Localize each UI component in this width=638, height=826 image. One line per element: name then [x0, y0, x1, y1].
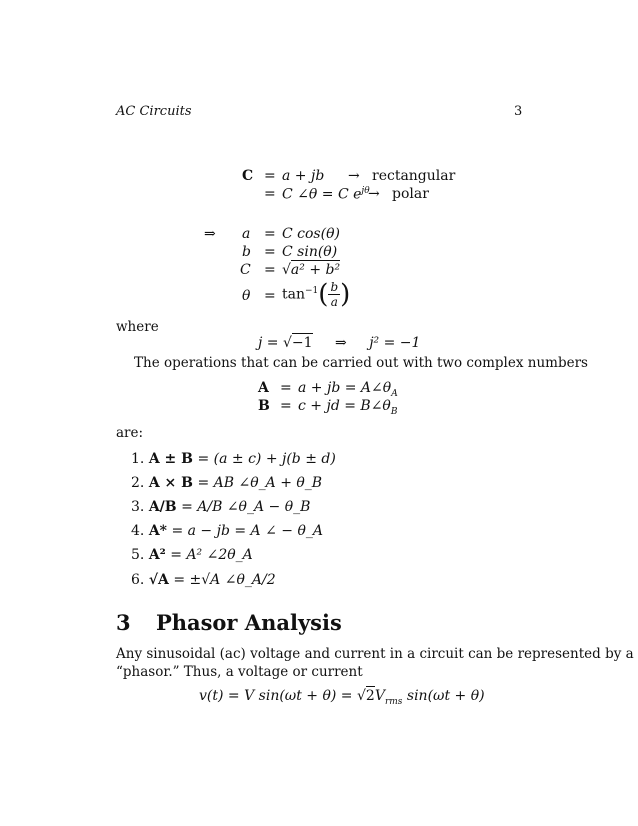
arrow-icon: → [368, 186, 380, 202]
list-expression: = (a ± c) + j(b ± d) [193, 451, 336, 467]
A-subscript: A [391, 388, 398, 399]
list-item [131, 475, 322, 491]
lhs-a: a [242, 226, 251, 242]
list-expression: = ±√A ∠θ_A/2 [168, 572, 276, 588]
section-title: Phasor Analysis [155, 610, 342, 635]
rect-expression: a + jb [282, 168, 325, 184]
paragraph-line: “phasor.” Thus, a voltage or current [116, 664, 363, 680]
list-expression: = a − jb = A ∠ − θ_A [167, 523, 324, 539]
left-paren: ( [318, 279, 329, 310]
list-number: 1. [131, 451, 145, 467]
are-text: are: [116, 425, 144, 441]
eq-j [258, 335, 420, 351]
rhs-b: C sin(θ) [282, 244, 338, 260]
polar-exponent: jθ [361, 186, 370, 196]
list-bold-term: √A [148, 572, 169, 588]
page-number: 3 [514, 104, 523, 119]
equals-sign: = [264, 288, 276, 304]
list-bold-term: A × B [148, 475, 193, 491]
equals-sign: = [264, 262, 276, 278]
arctan-expression [282, 280, 350, 309]
inverse-exponent: −1 [305, 285, 319, 296]
j-squared: j² = −1 [369, 335, 421, 351]
right-paren: ) [340, 279, 351, 310]
list-expression: = A² ∠2θ_A [165, 547, 253, 563]
operations-sentence: The operations that can be carried out with two complex numbers [134, 355, 588, 371]
implies-icon: ⇒ [204, 226, 216, 242]
radicand: a² + b² [290, 262, 341, 278]
lhs-b: b [242, 244, 251, 260]
rect-label: rectangular [372, 168, 456, 184]
equals-sign: = [280, 380, 292, 396]
list-bold-term: A/B [148, 499, 177, 515]
eq-a [204, 226, 340, 242]
voltage-lhs: v(t) = V sin(ωt + θ) = [199, 688, 357, 704]
symbol-B: B [258, 398, 270, 414]
B-subscript: B [390, 406, 398, 417]
list-number: 6. [131, 572, 145, 588]
where-text: where [116, 319, 159, 335]
implies-icon: ⇒ [335, 335, 347, 351]
A-rhs [298, 380, 398, 399]
voltage-rhs: sin(ωt + θ) [402, 688, 485, 704]
tan-text: tan [282, 286, 305, 303]
B-rhs [298, 398, 397, 417]
equals-sign: = [264, 226, 276, 242]
section-heading [116, 610, 342, 635]
B-rhs-text: c + jd = B∠θ [298, 398, 391, 414]
rhs-a: C cos(θ) [282, 226, 340, 242]
fraction-b-over-a [328, 280, 340, 309]
list-bold-term: A ± B [148, 451, 193, 467]
polar-expr-text: C ∠θ = C e [282, 186, 362, 203]
symbol-C: C [242, 168, 254, 184]
rms-subscript: rms [384, 696, 403, 707]
sqrt-icon: √ [282, 335, 292, 351]
equals-sign: = [280, 398, 292, 414]
list-number: 2. [131, 475, 145, 491]
list-number: 5. [131, 547, 145, 563]
eq-rectangular [242, 168, 456, 184]
list-item [131, 547, 253, 563]
fraction-denominator: a [330, 295, 338, 309]
polar-label: polar [392, 186, 429, 202]
sqrt2-radicand: 2 [365, 688, 375, 704]
paragraph-line: Any sinusoidal (ac) voltage and current in a circuit can be represented by a [116, 646, 634, 662]
sqrt-icon: √ [282, 262, 291, 278]
voltage-V: V [374, 688, 385, 704]
sqrt-expression [282, 262, 340, 278]
sqrt-icon: √ [357, 688, 366, 704]
list-bold-term: A* [148, 523, 167, 539]
running-header-title: AC Circuits [116, 104, 192, 119]
list-item [131, 451, 336, 467]
equals-sign: = [264, 168, 276, 184]
j-lhs: j = [258, 335, 279, 351]
fraction-numerator: b [330, 280, 339, 294]
j-radicand: −1 [291, 335, 313, 351]
list-expression: = A/B ∠θ_A − θ_B [176, 499, 311, 515]
lhs-C: C [240, 262, 251, 278]
equals-sign: = [264, 244, 276, 260]
list-bold-term: A² [148, 547, 166, 563]
list-item [131, 499, 310, 515]
list-expression: = AB ∠θ_A + θ_B [193, 475, 323, 491]
list-item [131, 572, 276, 588]
symbol-A: A [258, 380, 269, 396]
eq-voltage-phasor [199, 688, 485, 707]
arrow-icon: → [348, 168, 360, 184]
list-number: 3. [131, 499, 145, 515]
A-rhs-text: a + jb = A∠θ [298, 380, 392, 396]
list-number: 4. [131, 523, 145, 539]
section-number: 3 [116, 610, 131, 635]
lhs-theta: θ [242, 288, 251, 304]
list-item [131, 523, 323, 539]
polar-expression [282, 186, 370, 203]
equals-sign: = [264, 186, 276, 202]
